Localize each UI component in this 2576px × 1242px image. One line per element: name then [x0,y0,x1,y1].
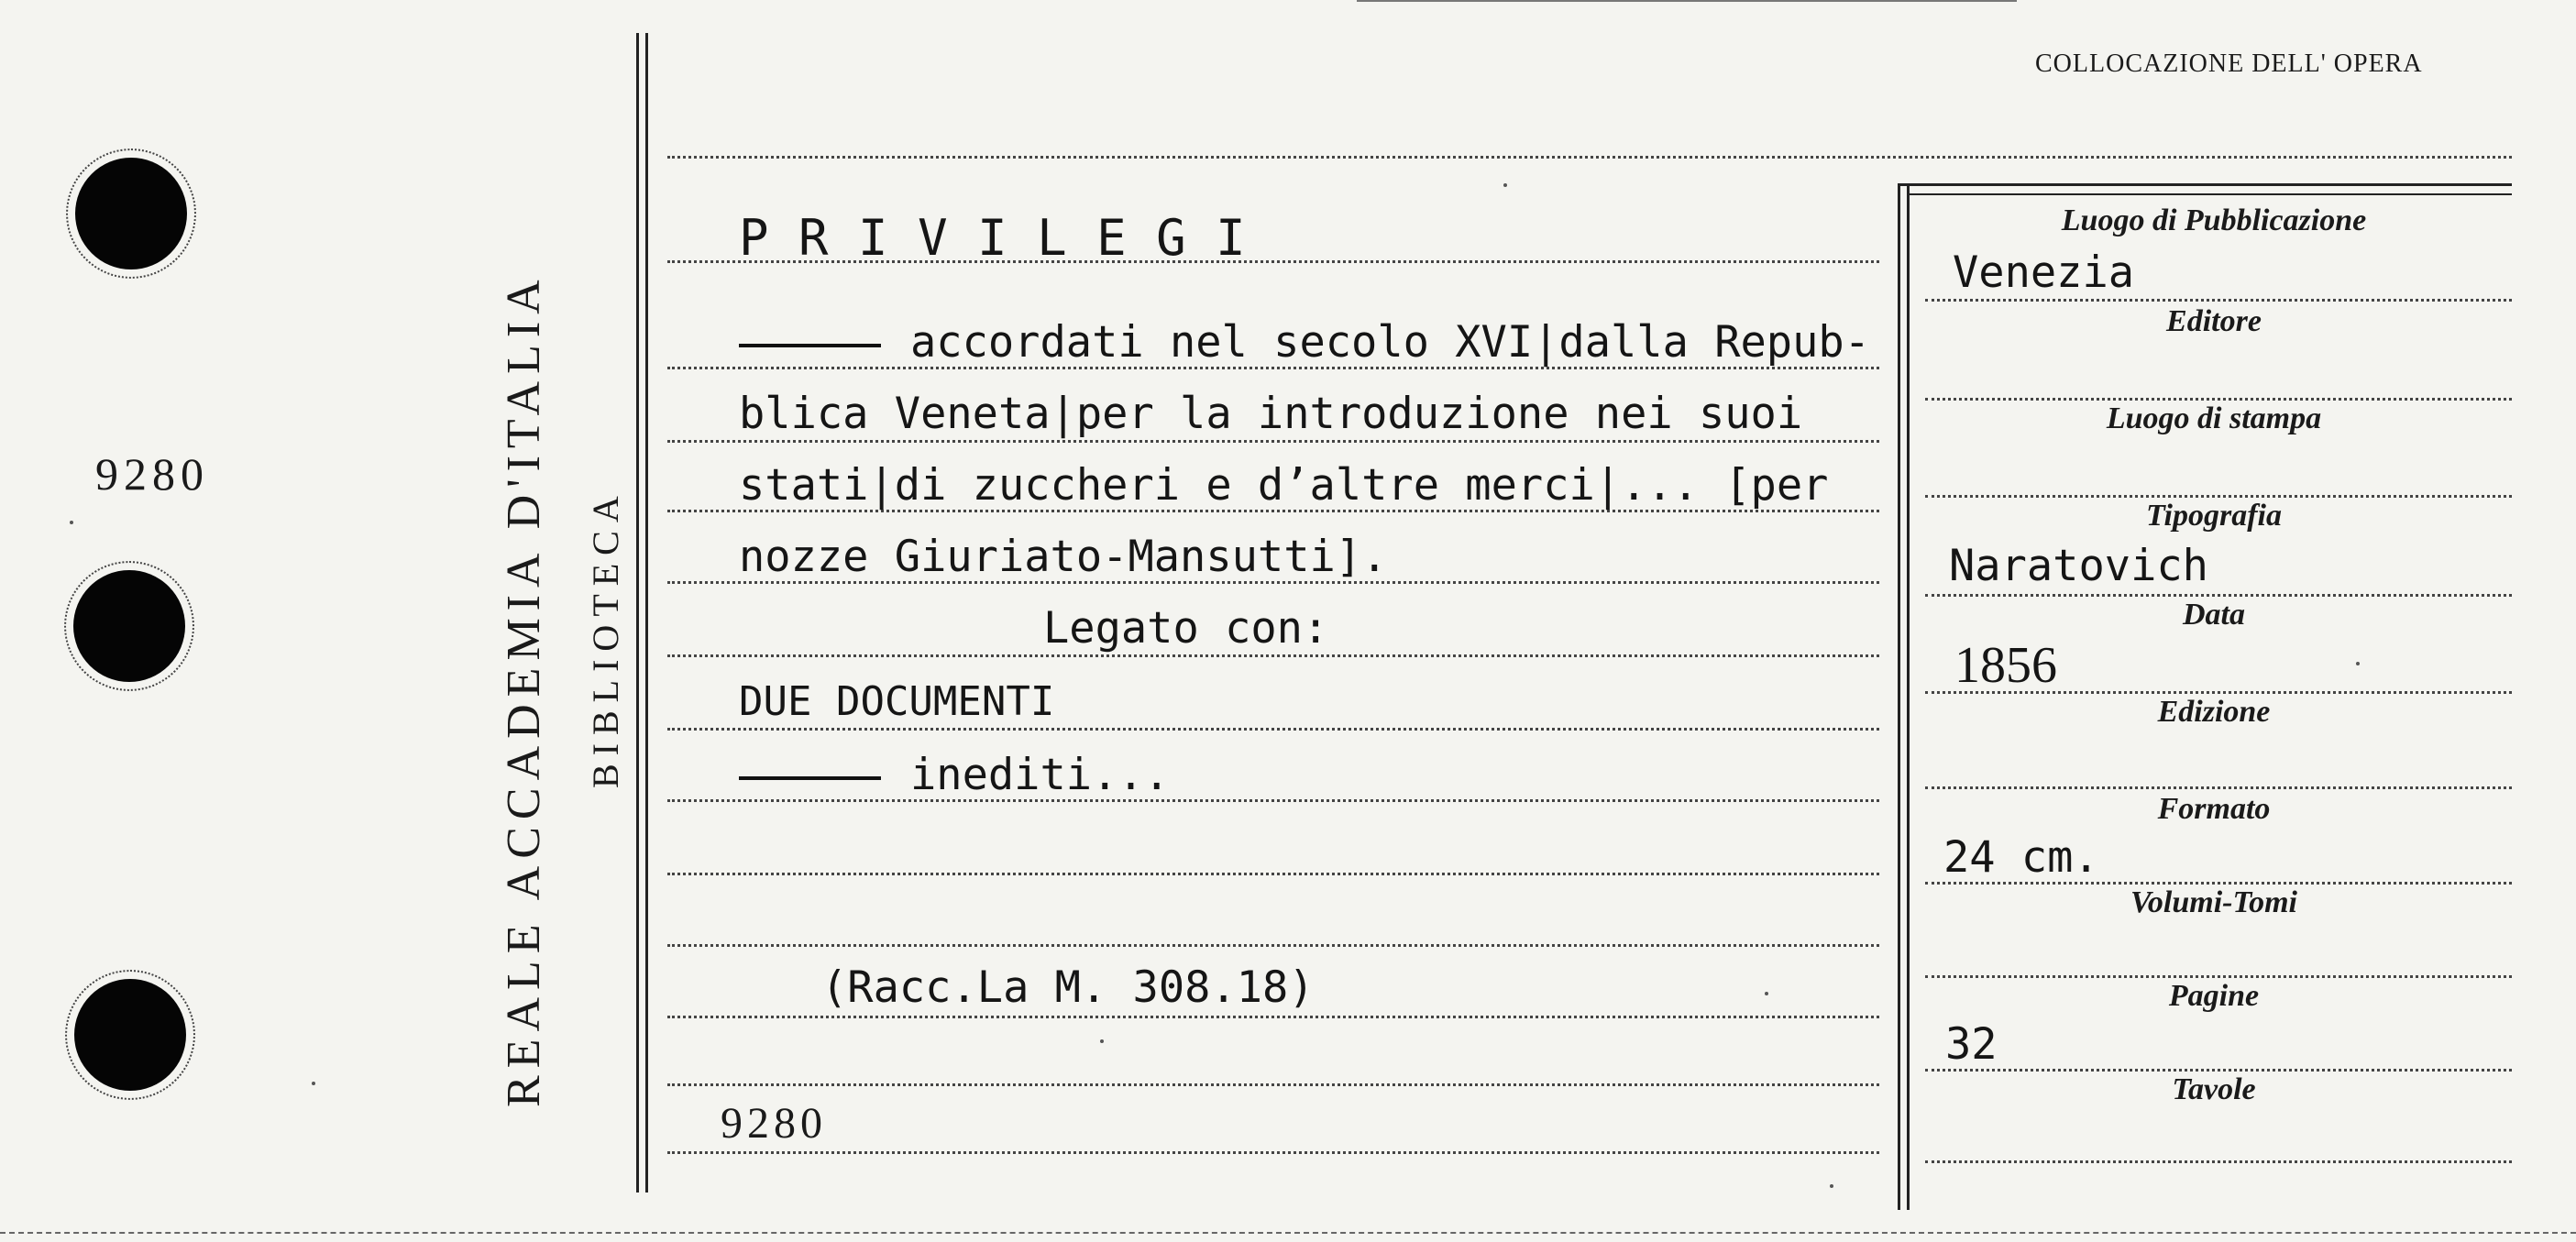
institution-name: REALE ACCADEMIA D'ITALIA [498,272,550,1107]
entry-line-3 [667,440,1879,443]
shelfmark: (Racc.La M. 308.18) [821,962,1315,1013]
details-box-rule [1898,183,1900,1210]
details-line-5 [1925,691,2512,694]
collocazione-line [667,156,2512,159]
details-line-2 [1925,398,2512,401]
entry-text-4: nozze Giuriato-Mansutti]. [739,532,1388,582]
entry-line-text-7 [739,750,1170,800]
entry-catalog-number: 9280 [721,1099,827,1148]
punch-hole-top [75,158,187,269]
label-luogo-pubblicazione: Luogo di Pubblicazione [2061,203,2367,237]
details-line-6 [1925,786,2512,789]
entry-line-10 [667,944,1879,947]
margin-catalog-number: 9280 [95,448,209,500]
details-line-9 [1925,1069,2512,1072]
label-pagine: Pagine [2168,979,2260,1013]
speck [312,1082,315,1085]
entry-line-text-1 [739,317,1870,368]
details-line-1 [1925,299,2512,302]
label-formato: Formato [2157,792,2271,826]
ditto-dash-2 [739,776,881,780]
ditto-dash [739,344,881,347]
label-tavole: Tavole [2172,1072,2256,1106]
value-tipografia: Naratovich [1949,541,2208,591]
entry-text-2: blica Veneta|per la introduzione nei suoi [739,389,1803,439]
details-box-rule-inner [1907,183,1910,1210]
speck [70,521,73,524]
punch-hole-bottom [74,979,186,1091]
entry-line-12 [667,1083,1879,1086]
value-data: 1856 [1954,637,2057,694]
value-luogo-pubblicazione: Venezia [1953,247,2135,298]
speck [1503,183,1507,187]
details-box-top-rule-inner [1907,193,2512,195]
speck [1830,1184,1833,1188]
speck [2356,662,2360,665]
details-line-7 [1925,882,2512,885]
collocazione-label: COLLOCAZIONE DELL' OPERA [2035,49,2423,78]
left-margin-rule [636,33,639,1193]
left-margin-rule-inner [645,33,648,1193]
speck [1765,992,1768,995]
entry-line-9 [667,873,1879,875]
card-top-edge [1357,0,2017,2]
speck [1100,1039,1104,1043]
entry-title: P R I V I L E G I [739,209,1246,267]
label-edizione: Edizione [2157,695,2271,729]
punch-hole-middle [73,570,185,682]
value-formato: 24 cm. [1943,832,2099,883]
library-label: BIBLIOTECA [585,488,626,788]
card-bottom-edge [0,1232,2576,1234]
details-box-top-rule [1898,183,2512,186]
entry-line-7 [667,728,1879,731]
second-title: DUE DOCUMENTI [739,678,1055,725]
label-editore: Editore [2166,304,2262,338]
label-luogo-stampa: Luogo di stampa [2106,401,2322,435]
entry-text-1: accordati nel secolo XVI|dalla Repub- [910,317,1870,368]
value-pagine: 32 [1945,1019,1998,1070]
legato-con-text: Legato con: [1043,603,1329,654]
entry-line-13 [667,1151,1879,1154]
details-line-4 [1925,594,2512,597]
entry-line-11 [667,1016,1879,1018]
details-line-10 [1925,1160,2512,1163]
entry-line-6 [667,654,1879,657]
entry-text-3: stati|di zuccheri e d’altre merci|... [per [739,460,1829,511]
label-volumi-tomi: Volumi-Tomi [2130,885,2298,919]
label-data: Data [2183,598,2245,632]
details-line-3 [1925,495,2512,498]
entry-text-7: inediti... [910,750,1170,800]
label-tipografia: Tipografia [2146,499,2282,533]
details-line-8 [1925,975,2512,978]
